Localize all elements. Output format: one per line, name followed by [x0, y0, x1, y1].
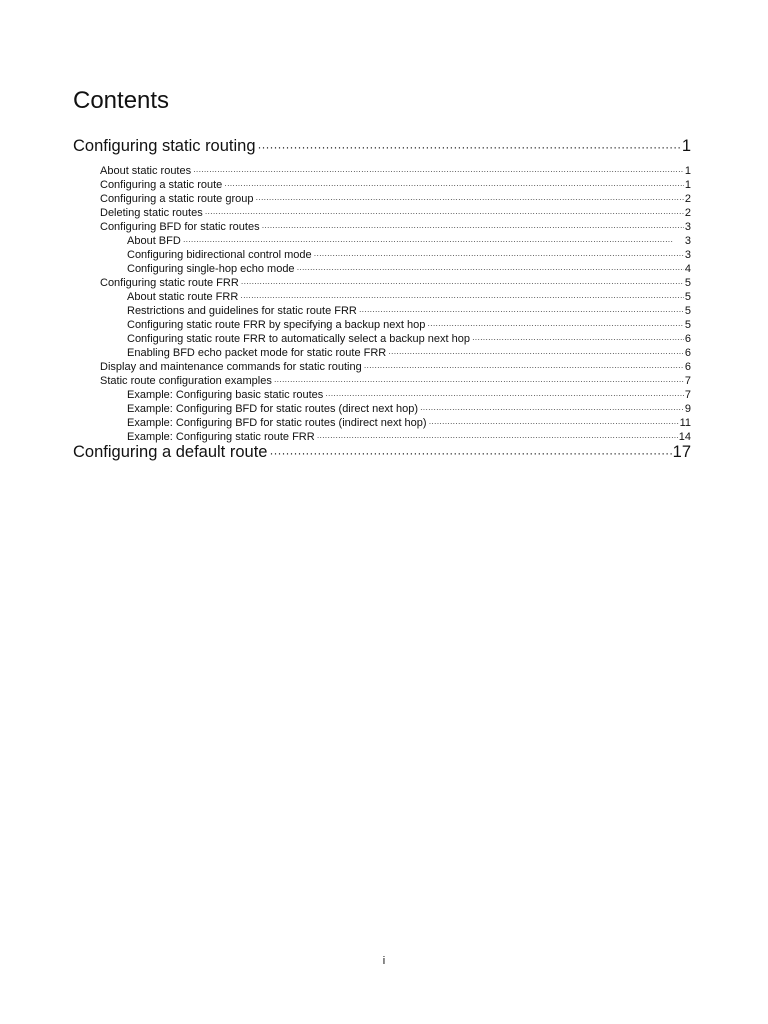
toc-entry-page: 1	[684, 179, 691, 191]
dot-leader	[364, 360, 684, 375]
page-title: Contents	[73, 87, 170, 114]
dot-leader	[359, 304, 684, 319]
toc-entry[interactable]	[73, 442, 691, 462]
toc-entry-title: Configuring BFD for static routes	[100, 221, 260, 233]
toc-entry-title: About static routes	[100, 165, 192, 177]
toc-entry[interactable]	[127, 346, 691, 360]
toc-entry-page: 6	[684, 347, 691, 359]
toc-entry-title: Configuring static route FRR to automatically select a backup next hop	[127, 333, 471, 345]
dot-leader	[240, 290, 684, 305]
toc-entry[interactable]	[127, 248, 691, 262]
toc-entry[interactable]	[100, 276, 691, 290]
dot-leader	[205, 206, 684, 221]
toc-entry-title: Enabling BFD echo packet mode for static route FRR	[127, 347, 387, 359]
dot-leader	[224, 178, 684, 193]
dot-leader	[183, 234, 684, 249]
toc-entry-title: Configuring static route FRR	[100, 277, 239, 289]
toc-entry-page: 9	[684, 403, 691, 415]
dot-leader	[241, 276, 684, 291]
toc-entry-page: 17	[672, 443, 691, 461]
dot-leader	[274, 374, 684, 389]
toc-entry[interactable]	[127, 290, 691, 304]
toc-entry-page: 5	[684, 305, 691, 317]
toc-entry[interactable]	[127, 388, 691, 402]
toc-entry-title: Deleting static routes	[100, 207, 203, 219]
toc-entry-title: Configuring bidirectional control mode	[127, 249, 312, 261]
toc-entry-title: Configuring static routing	[73, 137, 256, 155]
dot-leader	[314, 248, 684, 263]
dot-leader	[427, 318, 683, 333]
dot-leader	[258, 136, 681, 157]
toc-entry-page: 7	[684, 389, 691, 401]
dot-leader	[262, 220, 684, 235]
toc-entry-title: About static route FRR	[127, 291, 239, 303]
toc-entry-title: Configuring a default route	[73, 443, 268, 461]
dot-leader	[420, 402, 684, 417]
toc-entry-page: 2	[684, 193, 691, 205]
toc-entry[interactable]	[127, 234, 691, 248]
toc-entry-page: 6	[684, 361, 691, 373]
toc-entry-page: 2	[684, 207, 691, 219]
toc-entry-title: Configuring a static route	[100, 179, 223, 191]
toc-entry-title: Example: Configuring BFD for static routes (indirect next hop)	[127, 417, 427, 429]
toc-entry[interactable]	[127, 402, 691, 416]
toc-entry[interactable]	[127, 416, 691, 430]
dot-leader	[472, 332, 684, 347]
toc-entry-title: Restrictions and guidelines for static route FRR	[127, 305, 357, 317]
toc-entry[interactable]	[127, 332, 691, 346]
toc-entry-title: Configuring a static route group	[100, 193, 254, 205]
toc-entry[interactable]	[100, 360, 691, 374]
toc-entry-page: 3	[684, 249, 691, 261]
toc-entry-page: 7	[684, 375, 691, 387]
toc-entry[interactable]	[100, 164, 691, 178]
toc-entry[interactable]	[100, 220, 691, 234]
toc-entry-page: 1	[681, 137, 691, 155]
toc-entry-page: 5	[684, 291, 691, 303]
dot-leader	[429, 416, 679, 431]
toc-entry[interactable]	[127, 304, 691, 318]
dot-leader	[269, 442, 671, 463]
toc-entry[interactable]	[100, 192, 691, 206]
toc-entry-title: Configuring single-hop echo mode	[127, 263, 295, 275]
toc-entry-title: Static route configuration examples	[100, 375, 272, 387]
dot-leader	[325, 388, 684, 403]
toc-entry[interactable]	[100, 178, 691, 192]
toc-entry-title: Configuring static route FRR by specifying a backup next hop	[127, 319, 426, 331]
dot-leader	[297, 262, 684, 277]
toc-entry-page: 11	[679, 417, 691, 429]
toc-entry-page: 3	[684, 221, 691, 233]
dot-leader	[255, 192, 683, 207]
toc-entry[interactable]	[100, 206, 691, 220]
toc-entry[interactable]	[73, 136, 691, 156]
toc-entry-title: Example: Configuring static route FRR	[127, 431, 315, 443]
toc-entry-page: 14	[678, 431, 691, 443]
toc-entry-page: 3	[684, 235, 691, 247]
dot-leader	[193, 164, 684, 179]
dot-leader	[388, 346, 684, 361]
page-number: i	[382, 955, 386, 967]
toc-entry-page: 4	[684, 263, 691, 275]
toc-entry[interactable]	[127, 318, 691, 332]
toc-entry-page: 6	[684, 333, 691, 345]
toc-entry[interactable]	[100, 374, 691, 388]
toc-entry-title: Example: Configuring BFD for static routes (direct next hop)	[127, 403, 419, 415]
toc-entry[interactable]	[127, 262, 691, 276]
toc-entry-title: Display and maintenance commands for static routing	[100, 361, 362, 373]
toc-entry-title: Example: Configuring basic static routes	[127, 389, 324, 401]
toc-entry-page: 5	[684, 319, 691, 331]
toc-entry-page: 1	[684, 165, 691, 177]
toc-entry-title: About BFD	[127, 235, 181, 247]
toc-entry-page: 5	[684, 277, 691, 289]
